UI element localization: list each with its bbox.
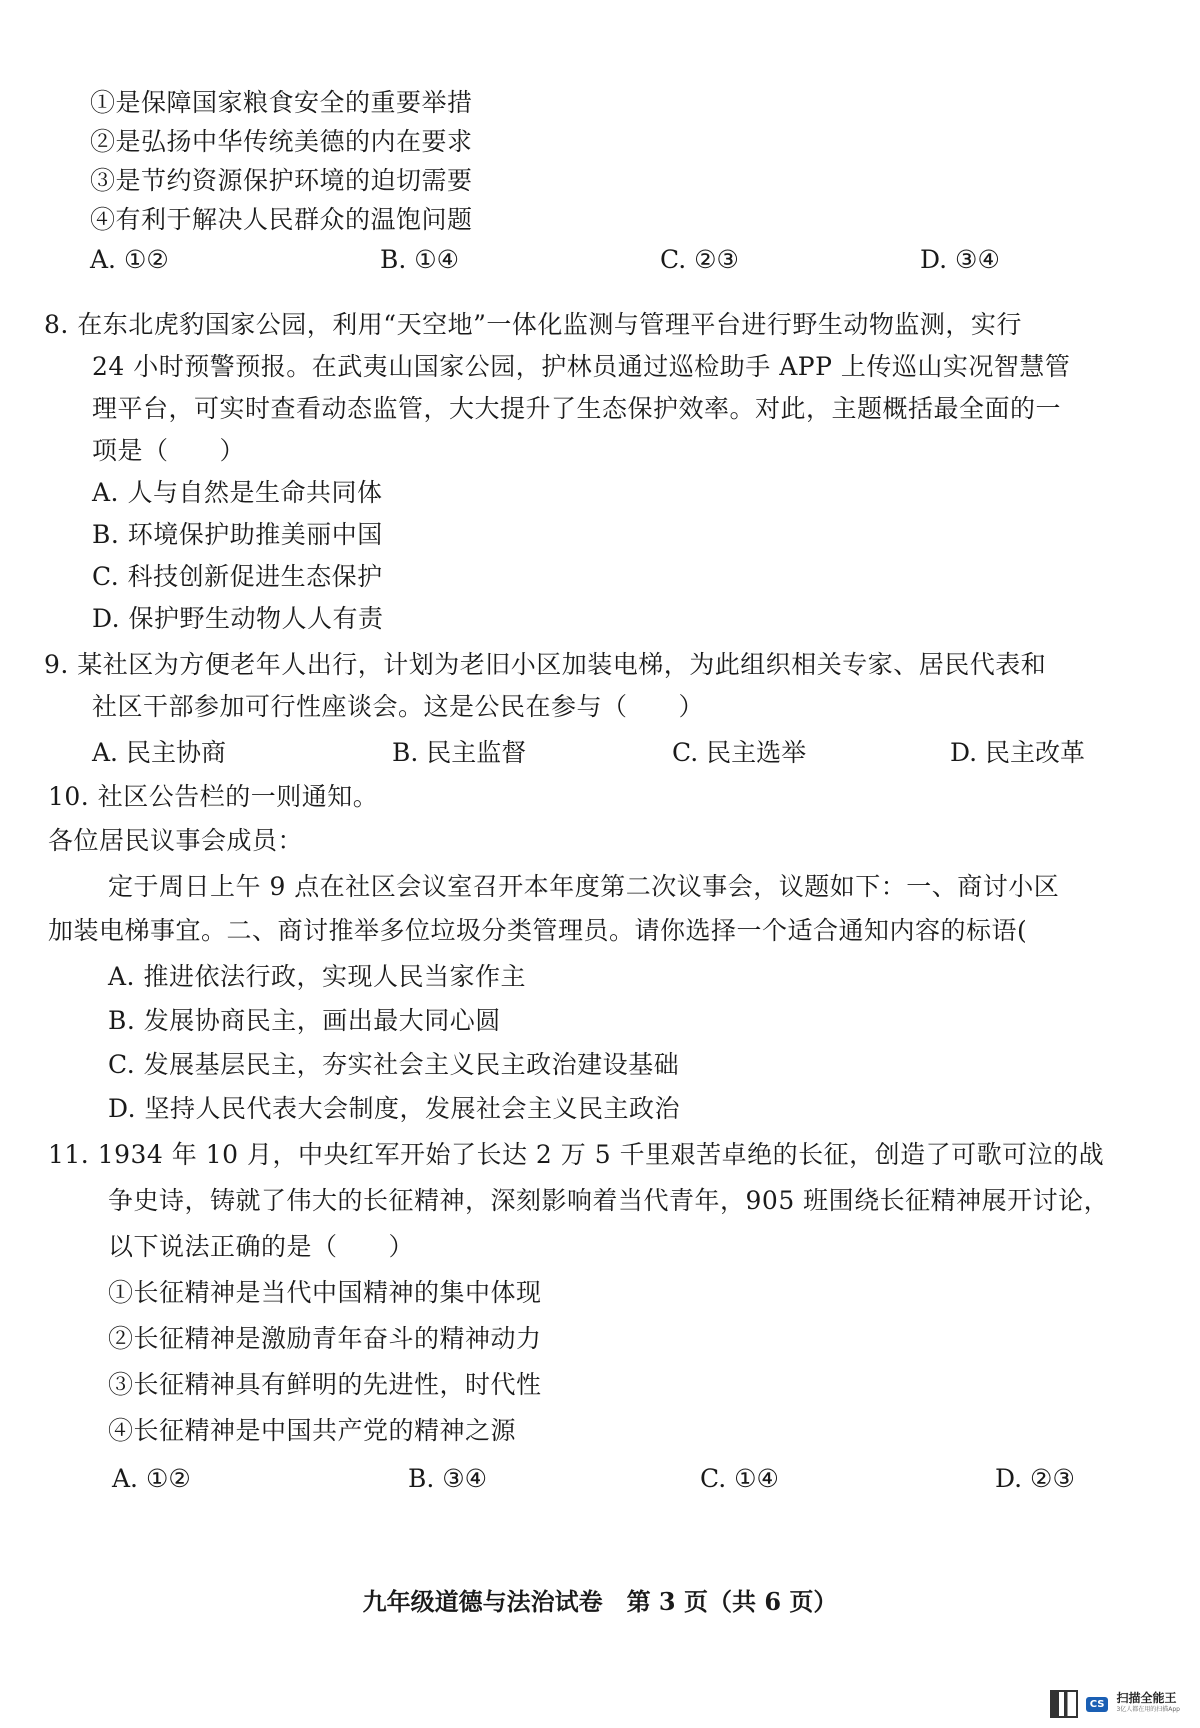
q8-option-d: D. 保护野生动物人人有责 [92,604,384,633]
q9-option-b: B. 民主监督 [392,738,527,767]
q9-option-c: C. 民主选举 [672,738,807,767]
q9-option-a: A. 民主协商 [92,738,226,767]
q7-statement-4: ④有利于解决人民群众的温饱问题 [90,205,473,234]
q11-option-d: D. ②③ [995,1464,1075,1493]
q9-option-d: D. 民主改革 [950,738,1086,767]
q8-stem-line-4: 项是（ ） [92,436,246,465]
q11-stem-line-1: 11. 1934 年 10 月，中央红军开始了长达 2 万 5 千里艰苦卓绝的长征，创造了可歌可泣的战 [48,1140,1105,1169]
q7-statement-1: ①是保障国家粮食安全的重要举措 [90,88,473,117]
q10-option-c: C. 发展基层民主，夯实社会主义民主政治建设基础 [108,1050,680,1079]
q11-statement-2: ②长征精神是激励青年奋斗的精神动力 [108,1324,542,1353]
q11-option-c: C. ①④ [700,1464,779,1493]
page-footer: 九年级道德与法治试卷 第 3 页（共 6 页） [362,1587,838,1616]
q8-stem-line-3: 理平台，可实时查看动态监管，大大提升了生态保护效率。对此，主题概括最全面的一 [92,394,1062,423]
q9-stem-line-2: 社区干部参加可行性座谈会。这是公民在参与（ ） [92,692,705,721]
q7-statement-3: ③是节约资源保护环境的迫切需要 [90,166,473,195]
q11-option-b: B. ③④ [408,1464,488,1493]
q7-option-c: C. ②③ [660,245,739,274]
q10-option-a: A. 推进依法行政，实现人民当家作主 [108,962,526,991]
scanner-name: 扫描全能王 [1116,1691,1177,1705]
q10-body-line-1: 定于周日上午 9 点在社区会议室召开本年度第二次议事会，议题如下：一、商讨小区 [108,872,1060,901]
q8-option-b: B. 环境保护助推美丽中国 [92,520,383,549]
qr-code-icon [1050,1690,1078,1718]
scanner-watermark [1050,1690,1180,1718]
q10-body-line-2: 加装电梯事宜。二、商讨推举多位垃圾分类管理员。请你选择一个适合通知内容的标语( [48,916,1028,945]
q11-statement-1: ①长征精神是当代中国精神的集中体现 [108,1278,542,1307]
q11-stem-line-2: 争史诗，铸就了伟大的长征精神，深刻影响着当代青年，905 班围绕长征精神展开讨论， [108,1186,1110,1215]
scanner-tagline: 3亿人都在用的扫描App [1116,1706,1180,1713]
q8-stem-line-1: 8. 在东北虎豹国家公园，利用“天空地”一体化监测与管理平台进行野生动物监测，实行 [44,310,1022,339]
q11-statement-4: ④长征精神是中国共产党的精神之源 [108,1416,517,1445]
cs-logo-icon: CS [1086,1697,1109,1712]
q7-option-d: D. ③④ [920,245,1000,274]
q11-stem-line-3: 以下说法正确的是（ ） [108,1232,415,1261]
q8-option-c: C. 科技创新促进生态保护 [92,562,383,591]
q8-stem-line-2: 24 小时预警预报。在武夷山国家公园，护林员通过巡检助手 APP 上传巡山实况智慧管 [92,352,1071,381]
q10-title: 10. 社区公告栏的一则通知。 [48,782,379,811]
q7-statement-2: ②是弘扬中华传统美德的内在要求 [90,127,473,156]
q10-salutation: 各位居民议事会成员： [48,826,304,855]
q8-option-a: A. 人与自然是生命共同体 [92,478,383,507]
q9-stem-line-1: 9. 某社区为方便老年人出行，计划为老旧小区加装电梯，为此组织相关专家、居民代表和 [44,650,1047,679]
q7-option-b: B. ①④ [380,245,460,274]
q7-option-a: A. ①② [90,245,169,274]
q11-option-a: A. ①② [112,1464,191,1493]
q10-option-b: B. 发展协商民主，画出最大同心圆 [108,1006,501,1035]
q11-statement-3: ③长征精神具有鲜明的先进性，时代性 [108,1370,542,1399]
q10-option-d: D. 坚持人民代表大会制度，发展社会主义民主政治 [108,1094,681,1123]
